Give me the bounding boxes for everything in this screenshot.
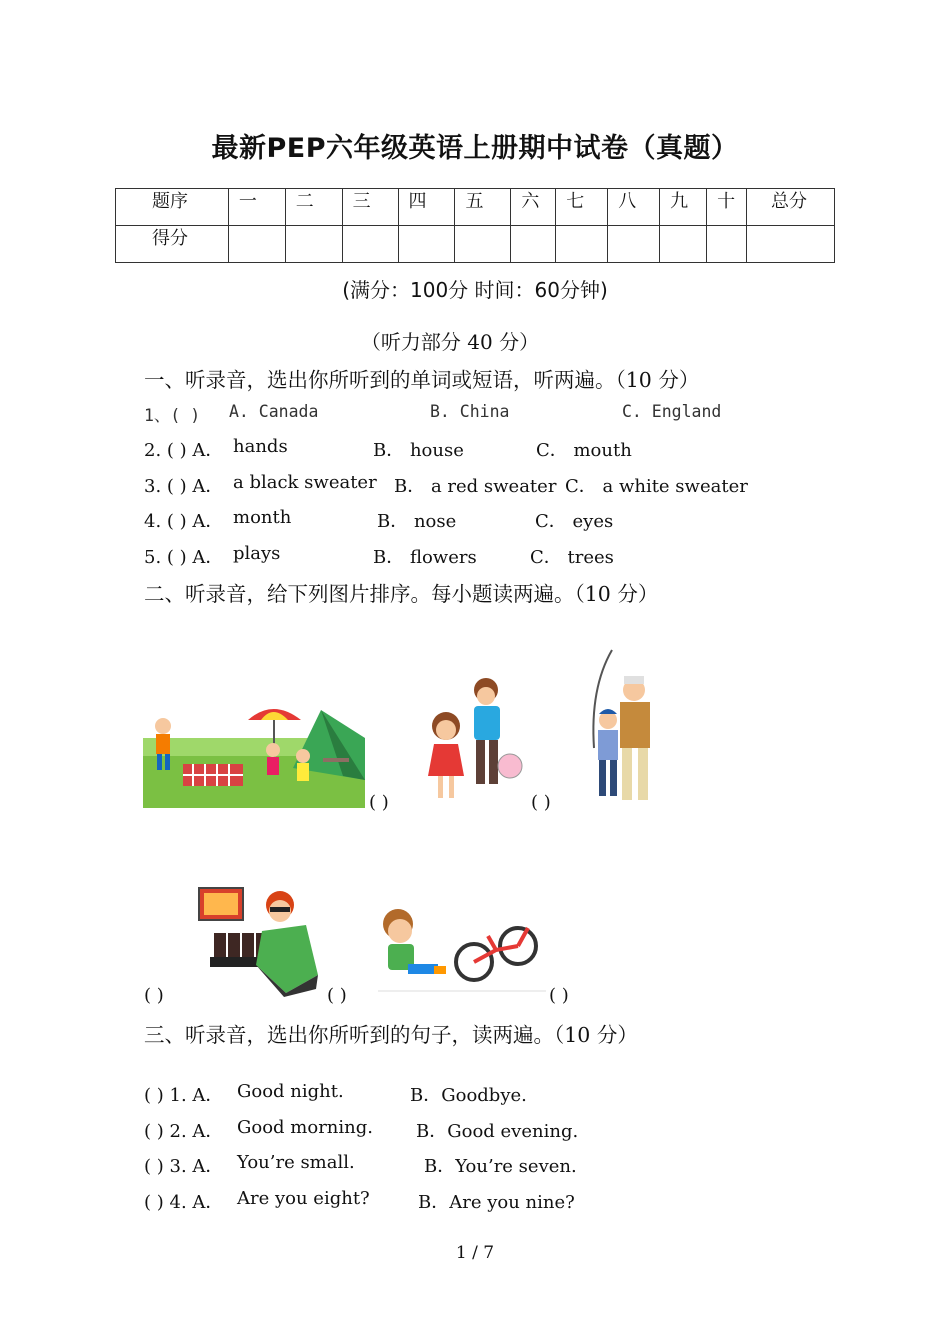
score-row-label: 得分: [116, 226, 229, 263]
listening-header: （听力部分 40 分）: [360, 330, 540, 354]
q1-option-c[interactable]: C. England: [622, 402, 722, 421]
score-cell-5: 五: [455, 189, 511, 226]
q4-option-b[interactable]: B． nose: [377, 511, 457, 532]
score-cell-2: 二: [285, 189, 342, 226]
q2-lead: 2. ( ) A．: [144, 440, 224, 461]
score-input[interactable]: [660, 226, 707, 263]
page-title: 最新PEP六年级英语上册期中试卷（真题）: [211, 133, 739, 164]
score-cell-4: 四: [398, 189, 455, 226]
score-input[interactable]: [228, 226, 285, 263]
section2-heading: 二、听录音，给下列图片排序。每小题读两遍。（10 分）: [144, 582, 659, 606]
score-cell-1: 一: [228, 189, 285, 226]
s3-q2-lead: ( ) 2. A．: [144, 1121, 224, 1142]
score-cell-8: 八: [608, 189, 660, 226]
score-cell-7: 七: [556, 189, 608, 226]
q2-option-a[interactable]: hands: [233, 436, 288, 457]
pic2-answer-blank[interactable]: ( ): [531, 792, 551, 813]
family-shopping-picture: [420, 676, 525, 806]
q5-lead: 5. ( ) A．: [144, 547, 224, 568]
q5-option-c[interactable]: C． trees: [530, 547, 614, 568]
s3-q1-option-a[interactable]: Good night.: [237, 1081, 344, 1102]
fishing-picture: [584, 648, 660, 806]
q2-option-c[interactable]: C． mouth: [536, 440, 632, 461]
bike-fall-picture: [378, 906, 546, 996]
score-cell-6: 六: [511, 189, 556, 226]
score-input[interactable]: [707, 226, 747, 263]
q1-option-b[interactable]: B. China: [430, 402, 510, 421]
s3-q2-option-b[interactable]: B．Good evening.: [416, 1121, 579, 1142]
score-input[interactable]: [285, 226, 342, 263]
s3-q3-option-b[interactable]: B．You’re seven.: [424, 1156, 577, 1177]
q4-lead: 4. ( ) A．: [144, 511, 224, 532]
q3-lead: 3. ( ) A．: [144, 476, 224, 497]
s3-q1-option-b[interactable]: B．Goodbye.: [410, 1085, 527, 1106]
score-table-score-row: [116, 226, 835, 263]
q2-option-b[interactable]: B． house: [373, 440, 464, 461]
s3-q3-lead: ( ) 3. A．: [144, 1156, 224, 1177]
score-input[interactable]: [342, 226, 398, 263]
score-input[interactable]: [398, 226, 455, 263]
s3-q4-option-b[interactable]: B．Are you nine?: [418, 1192, 575, 1213]
score-cell-label: 题序: [116, 189, 229, 226]
q3-option-b[interactable]: B． a red sweater: [394, 476, 557, 497]
score-table: [115, 188, 835, 263]
pic3-answer-blank[interactable]: ( ): [144, 985, 164, 1006]
q5-option-b[interactable]: B． flowers: [373, 547, 477, 568]
exam-note: (满分：100分 时间：60分钟): [342, 278, 608, 302]
score-cell-3: 三: [342, 189, 398, 226]
s3-q1-lead: ( ) 1. A．: [144, 1085, 224, 1106]
score-cell-9: 九: [660, 189, 707, 226]
q1-lead: 1、( ): [144, 406, 201, 425]
picnic-picture: [143, 698, 365, 808]
q1-option-a[interactable]: A. Canada: [229, 402, 319, 421]
cinema-picture: [196, 885, 320, 997]
q5-option-a[interactable]: plays: [233, 543, 281, 564]
q3-option-a[interactable]: a black sweater: [233, 472, 377, 493]
score-input[interactable]: [511, 226, 556, 263]
score-input[interactable]: [747, 226, 835, 263]
pic4-answer-blank[interactable]: ( ): [327, 985, 347, 1006]
page-number: 1 / 7: [455, 1243, 495, 1263]
pic5-answer-blank[interactable]: ( ): [549, 985, 569, 1006]
score-input[interactable]: [608, 226, 660, 263]
q3-option-c[interactable]: C． a white sweater: [565, 476, 748, 497]
score-table-header-row: [116, 189, 835, 226]
score-input[interactable]: [556, 226, 608, 263]
section3-heading: 三、听录音，选出你所听到的句子，读两遍。（10 分）: [144, 1023, 638, 1047]
score-input[interactable]: [455, 226, 511, 263]
q4-option-a[interactable]: month: [233, 507, 292, 528]
pic1-answer-blank[interactable]: ( ): [369, 792, 389, 813]
s3-q4-option-a[interactable]: Are you eight?: [237, 1188, 370, 1209]
s3-q3-option-a[interactable]: You’re small.: [237, 1152, 355, 1173]
score-cell-10: 十: [707, 189, 747, 226]
s3-q4-lead: ( ) 4. A．: [144, 1192, 224, 1213]
section1-heading: 一、听录音，选出你所听到的单词或短语，听两遍。（10 分）: [144, 368, 700, 392]
q4-option-c[interactable]: C． eyes: [535, 511, 614, 532]
score-cell-total: 总分: [747, 189, 835, 226]
s3-q2-option-a[interactable]: Good morning.: [237, 1117, 373, 1138]
